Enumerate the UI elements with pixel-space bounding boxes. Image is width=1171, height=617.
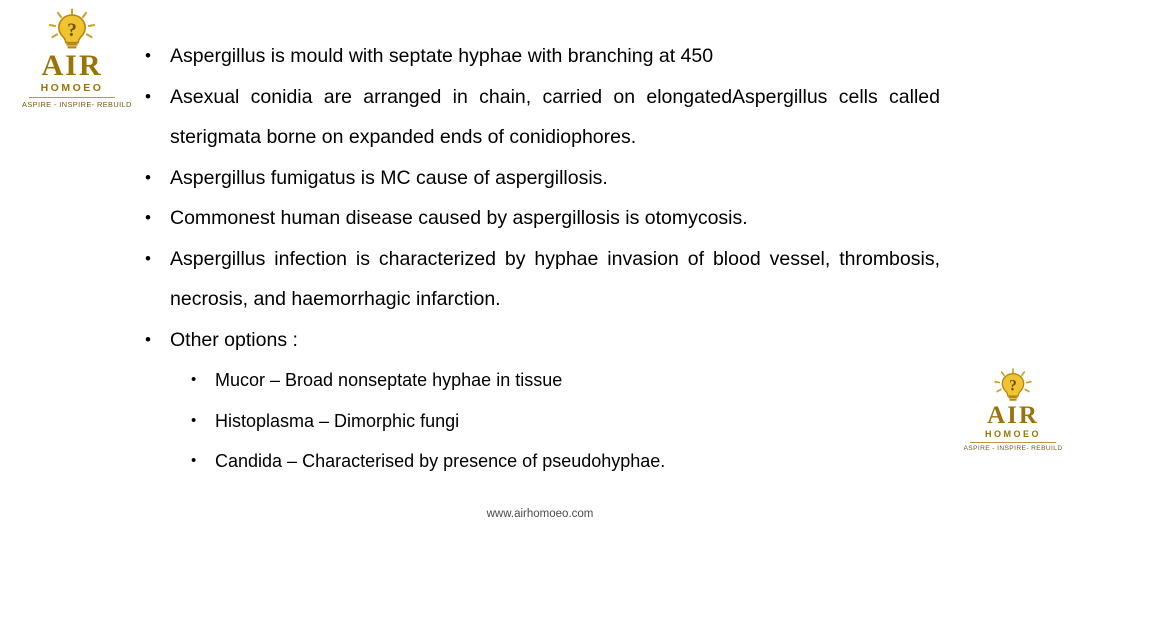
sub-bullet-list bbox=[140, 360, 940, 482]
brand-divider bbox=[29, 97, 115, 98]
list-item: • Aspergillus infection is characterized by hyphae invasion of blood vessel, thrombosis, necrosis, and haemorrhagic infarction. bbox=[140, 239, 940, 320]
list-item: • Commonest human disease caused by aspergillosis is otomycosis. bbox=[140, 198, 940, 239]
list-item: • Other options : bbox=[140, 320, 940, 361]
brand-tagline: ASPIRE - INSPIRE- REBUILD bbox=[22, 99, 132, 109]
brand-logo-top-left bbox=[22, 8, 132, 109]
brand-subtitle: HOMOEO bbox=[40, 82, 104, 94]
svg-text:?: ? bbox=[1009, 377, 1017, 395]
list-item: • Aspergillus is mould with septate hyphae with branching at 450 bbox=[140, 36, 940, 77]
brand-subtitle: HOMOEO bbox=[984, 429, 1041, 439]
lightbulb-icon bbox=[963, 368, 1063, 402]
brand-divider bbox=[970, 442, 1056, 443]
list-item: • Candida – Characterised by presence of pseudohyphae. bbox=[185, 441, 940, 482]
brand-name: AIR bbox=[987, 402, 1039, 429]
list-item: • Asexual conidia are arranged in chain, carried on elongatedAspergillus cells called sterigmata borne on expanded ends of conidiophores. bbox=[140, 77, 940, 158]
footer-website-url: www.airhomoeo.com bbox=[486, 508, 594, 520]
brand-tagline: ASPIRE - INSPIRE- REBUILD bbox=[963, 445, 1063, 452]
list-item: • Aspergillus fumigatus is MC cause of aspergillosis. bbox=[140, 158, 940, 199]
brand-logo-bottom-right bbox=[963, 368, 1063, 453]
svg-text:?: ? bbox=[67, 20, 77, 41]
bullet-list bbox=[140, 36, 940, 360]
list-item: • Mucor – Broad nonseptate hyphae in tissue bbox=[185, 360, 940, 401]
slide-content bbox=[140, 36, 940, 482]
list-item: • Histoplasma – Dimorphic fungi bbox=[185, 401, 940, 442]
brand-name: AIR bbox=[41, 49, 103, 82]
lightbulb-icon bbox=[22, 8, 122, 50]
